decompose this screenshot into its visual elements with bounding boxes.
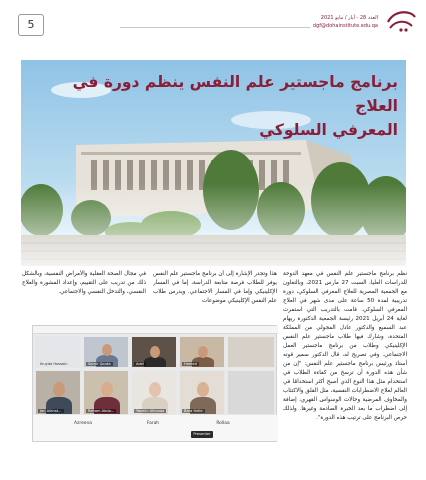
- article-column-left: في مجال الصحة العقلية والأمراض النفسية، وبالشكل ذلك من تدريب على التقييم، وإعداد المشورة والعلاج النفسي، والتدخل النفسي والاجتماعي.: [22, 271, 146, 295]
- article-column-right: نظم برنامج ماجستير علم النفس في معهد الدوحة للدراسات العليا، السبت 27 مارس 2021، وبالتعاون مع الجمعية المصرية للعلاج المعرفي السلوكي، دورة تدريبية لمدة 50 ساعة على مدى شهر في العلاج المعرفي السلوكي. قامت بالتدريب التي استمرت لغاية 24 أبريل 2021 رئيسة الجمعية الدكتورة ريهام عبد السميع والدكتور عادل المجولي من المملكة المتحدة، وشارك فيها طلاب ماجستير علم النفس الإكلينيكي وطلاب من برنامج ماجستير العمل الاجتماعي. وفي تصريح له، قال الدكتور سمير قوته أستاذ ورئيس برنامج ماجستير علم النفس: "إن من شأن هذه الدورة أن ترسخ من كفاءة الطلاب في استخدام مثل هذا النوع الذي أصبح أكثر استخدامًا في العالم لعلاج الاضطرابات النفسية، مثل القلق والاكتئاب والمخاوف المرضية وحالات الوسواس القهري، إضافة إلى اضطراب ما بعد الخبرة الصادمة وغيرها. ولذلك حرص البرنامج على ترتيب هذه الدورة".: [283, 271, 407, 421]
- participant-tile: [227, 336, 275, 368]
- page-header: [0, 0, 426, 40]
- participant-name: Azreena: [74, 421, 92, 426]
- participant-name: Jan Alkhat...: [40, 409, 62, 413]
- participant-name: Samir Qouta: [88, 362, 111, 366]
- participant-name: Reham Abdo...: [88, 409, 115, 413]
- participant-tile: [179, 370, 225, 415]
- participant-tile: [83, 370, 129, 415]
- contact-email: dgf@dohainstitute.edu.qa: [312, 23, 378, 29]
- participant-tile: [83, 336, 129, 368]
- video-call-bottom-bar: [33, 415, 278, 441]
- participant-tile: [227, 370, 275, 415]
- participant-name: Farah: [146, 421, 160, 426]
- hero-photo: [21, 60, 406, 266]
- presenter-button[interactable]: Presenter: [191, 431, 213, 438]
- page-number: 5: [18, 14, 44, 36]
- participant-name: Yasmin Alhooqa: [136, 409, 165, 413]
- participant-name: Adel: [136, 362, 144, 366]
- participant-name: Hamed: [184, 362, 197, 366]
- headline-line-1: برنامج ماجستير علم النفس ينظم دورة في العلاج: [72, 73, 398, 115]
- participant-name: Ihuyda Hossein: [40, 362, 68, 366]
- issue-info: العدد 28 - أيار / مايو 2021: [320, 15, 378, 21]
- participant-tile: [179, 336, 225, 368]
- participant-tile: [35, 370, 81, 415]
- magazine-logo-icon: [384, 8, 418, 34]
- video-call-screenshot: [32, 325, 277, 442]
- participant-tile: [131, 370, 177, 415]
- participant-tile: [131, 336, 177, 368]
- video-call-toolbar: [33, 326, 278, 334]
- header-divider: [120, 27, 310, 28]
- participant-tile: [35, 336, 81, 368]
- article-headline: [58, 70, 398, 142]
- participant-name: Bara Helle: [184, 409, 203, 413]
- participant-name: Rollaa: [216, 421, 230, 426]
- headline-line-2: المعرفي السلوكي: [259, 121, 398, 139]
- article-column-middle: هذا وتجدر الإشارة إلى أن برنامج ماجستير علم النفس يوفر للطلاب فرصة متابعة الدراسة، إما في المسار الإكلينيكي وإما في المسار الاجتماعي. ويدرس طلاب علم النفس الإكلينيكي موضوعات: [153, 271, 277, 304]
